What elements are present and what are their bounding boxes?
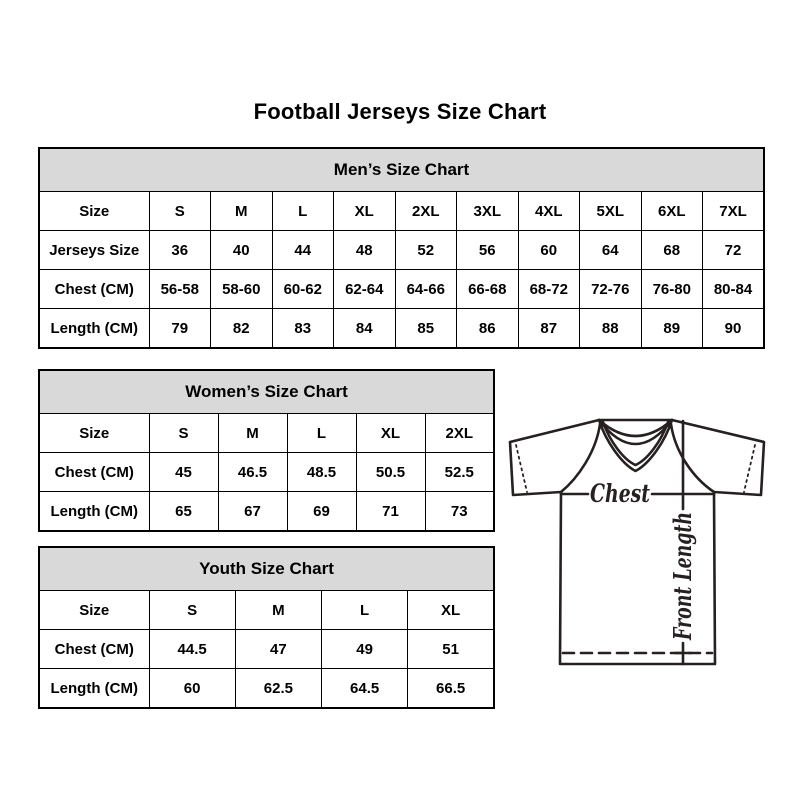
- table-row: [39, 669, 494, 709]
- value-cell: 68: [641, 231, 703, 270]
- value-cell: 88: [580, 309, 642, 349]
- value-cell: 48: [334, 231, 396, 270]
- table-row: [39, 414, 494, 453]
- value-cell: 68-72: [518, 270, 580, 309]
- value-cell: 45: [149, 453, 218, 492]
- womens-size-table: [38, 369, 495, 532]
- value-cell: 44: [272, 231, 334, 270]
- value-cell: 89: [641, 309, 703, 349]
- value-cell: 56-58: [149, 270, 211, 309]
- youth-size-table: [38, 546, 495, 709]
- table-row: [39, 453, 494, 492]
- value-cell: S: [149, 414, 218, 453]
- value-cell: 66-68: [457, 270, 519, 309]
- value-cell: 7XL: [703, 192, 765, 231]
- row-label: Chest (CM): [39, 630, 149, 669]
- table-row: [39, 630, 494, 669]
- value-cell: 85: [395, 309, 457, 349]
- value-cell: 49: [322, 630, 408, 669]
- value-cell: 90: [703, 309, 765, 349]
- jersey-measurement-diagram: [504, 404, 768, 676]
- value-cell: 84: [334, 309, 396, 349]
- value-cell: 65: [149, 492, 218, 532]
- mens-size-table: [38, 147, 765, 349]
- row-label: Size: [39, 591, 149, 630]
- value-cell: 83: [272, 309, 334, 349]
- value-cell: 67: [218, 492, 287, 532]
- front-length-label: Front Length: [668, 462, 697, 640]
- value-cell: XL: [334, 192, 396, 231]
- value-cell: L: [287, 414, 356, 453]
- chest-label: Chest: [590, 479, 651, 508]
- value-cell: 47: [235, 630, 321, 669]
- value-cell: 50.5: [356, 453, 425, 492]
- value-cell: 36: [149, 231, 211, 270]
- value-cell: 6XL: [641, 192, 703, 231]
- table-title-header: Women’s Size Chart: [39, 370, 494, 414]
- value-cell: 56: [457, 231, 519, 270]
- value-cell: 40: [211, 231, 273, 270]
- table-row: [39, 309, 764, 349]
- value-cell: 72-76: [580, 270, 642, 309]
- value-cell: M: [235, 591, 321, 630]
- value-cell: 60-62: [272, 270, 334, 309]
- row-label: Length (CM): [39, 309, 149, 349]
- value-cell: 62-64: [334, 270, 396, 309]
- table-row: [39, 192, 764, 231]
- value-cell: 2XL: [425, 414, 494, 453]
- table-row: [39, 231, 764, 270]
- value-cell: XL: [356, 414, 425, 453]
- value-cell: M: [211, 192, 273, 231]
- table-title-header: Youth Size Chart: [39, 547, 494, 591]
- value-cell: 87: [518, 309, 580, 349]
- value-cell: 72: [703, 231, 765, 270]
- value-cell: 44.5: [149, 630, 235, 669]
- table-title-header: Men’s Size Chart: [39, 148, 764, 192]
- row-label: Jerseys Size: [39, 231, 149, 270]
- value-cell: 80-84: [703, 270, 765, 309]
- value-cell: 48.5: [287, 453, 356, 492]
- table-row: [39, 492, 494, 532]
- value-cell: 2XL: [395, 192, 457, 231]
- value-cell: L: [322, 591, 408, 630]
- jersey-outline: [510, 420, 764, 664]
- value-cell: 5XL: [580, 192, 642, 231]
- value-cell: M: [218, 414, 287, 453]
- value-cell: 51: [408, 630, 494, 669]
- row-label: Size: [39, 414, 149, 453]
- value-cell: S: [149, 192, 211, 231]
- value-cell: 69: [287, 492, 356, 532]
- value-cell: 4XL: [518, 192, 580, 231]
- value-cell: 3XL: [457, 192, 519, 231]
- value-cell: 58-60: [211, 270, 273, 309]
- value-cell: S: [149, 591, 235, 630]
- row-label: Length (CM): [39, 669, 149, 709]
- value-cell: 46.5: [218, 453, 287, 492]
- value-cell: L: [272, 192, 334, 231]
- value-cell: XL: [408, 591, 494, 630]
- value-cell: 64.5: [322, 669, 408, 709]
- value-cell: 76-80: [641, 270, 703, 309]
- value-cell: 86: [457, 309, 519, 349]
- row-label: Chest (CM): [39, 270, 149, 309]
- row-label: Size: [39, 192, 149, 231]
- value-cell: 60: [518, 231, 580, 270]
- value-cell: 66.5: [408, 669, 494, 709]
- value-cell: 82: [211, 309, 273, 349]
- value-cell: 64-66: [395, 270, 457, 309]
- value-cell: 62.5: [235, 669, 321, 709]
- value-cell: 79: [149, 309, 211, 349]
- value-cell: 64: [580, 231, 642, 270]
- page-title: Football Jerseys Size Chart: [253, 99, 547, 124]
- table-row: [39, 270, 764, 309]
- value-cell: 71: [356, 492, 425, 532]
- value-cell: 52: [395, 231, 457, 270]
- table-row: [39, 591, 494, 630]
- row-label: Length (CM): [39, 492, 149, 532]
- value-cell: 52.5: [425, 453, 494, 492]
- value-cell: 73: [425, 492, 494, 532]
- value-cell: 60: [149, 669, 235, 709]
- row-label: Chest (CM): [39, 453, 149, 492]
